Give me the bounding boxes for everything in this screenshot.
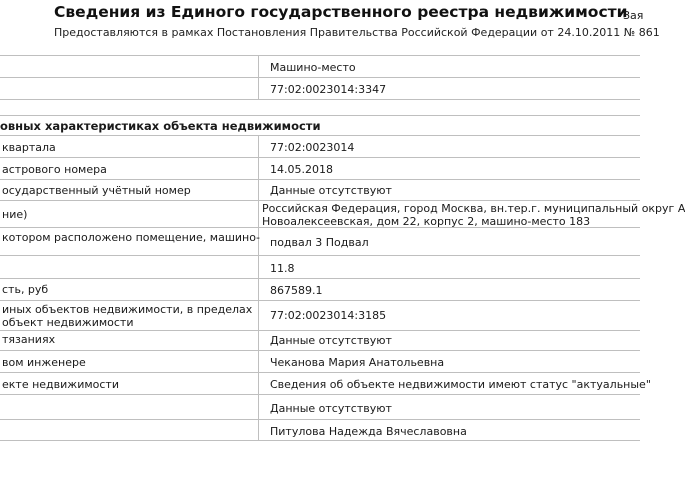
row-label: вом инженере	[0, 351, 259, 372]
table-row	[0, 227, 640, 255]
table-spacer	[0, 99, 640, 115]
document-title: Сведения из Единого государственного реестра недвижимости	[54, 3, 628, 21]
document-subtitle: Предоставляются в рамках Постановления Правительства Российской Федерации от 24.10.2011 № 861	[54, 26, 660, 39]
row-label: осударственный учётный номер	[0, 180, 259, 200]
row-value: 867589.1	[270, 284, 323, 297]
row-label	[0, 420, 259, 440]
table-row	[0, 157, 640, 179]
row-label	[0, 256, 259, 278]
row-label: тязаниях	[0, 331, 259, 350]
table-row	[0, 300, 640, 330]
row-value: Данные отсутствуют	[270, 334, 392, 347]
table-row	[0, 255, 640, 278]
row-label	[0, 78, 259, 99]
row-value: 14.05.2018	[270, 163, 333, 176]
row-label: астрового номера	[0, 158, 259, 179]
row-label: екте недвижимости	[0, 373, 259, 394]
row-value: Машино-место	[270, 61, 356, 74]
row-label: котором расположено помещение, машино-	[0, 228, 259, 255]
row-value: Российская Федерация, город Москва, вн.тер.г. муниципальный округ А Новоалексеевская, дом 22, корпус 2, машино-место 183	[262, 202, 685, 228]
table-row	[0, 135, 640, 157]
table-row-object-type	[0, 55, 640, 77]
table-row	[0, 372, 651, 394]
table-row	[0, 330, 640, 350]
row-label: иных объектов недвижимости, в пределах объект недвижимости	[0, 301, 259, 330]
table-row	[0, 394, 640, 419]
row-value: Чеканова Мария Анатольевна	[270, 356, 445, 369]
row-value: 77:02:0023014:3185	[270, 309, 387, 322]
corner-note: Зая	[623, 9, 644, 22]
row-value: подвал 3 Подвал	[270, 236, 369, 249]
row-label: квартала	[0, 136, 259, 157]
table-row	[0, 278, 640, 300]
row-label: ние)	[0, 201, 259, 227]
row-value: Питулова Надежда Вячеславовна	[270, 425, 467, 438]
row-value: 11.8	[270, 262, 295, 275]
row-value: 77:02:0023014:3347	[270, 83, 387, 96]
table-row-address	[0, 200, 685, 228]
section-heading: овных характеристиках объекта недвижимости	[0, 115, 640, 135]
table-row	[0, 179, 640, 200]
row-label	[0, 395, 259, 419]
table-row	[0, 419, 640, 441]
row-value: Данные отсутствуют	[270, 402, 392, 415]
table-row	[0, 350, 640, 372]
row-value: Сведения об объекте недвижимости имеют статус "актуальные"	[270, 378, 651, 391]
row-value: 77:02:0023014	[270, 141, 355, 154]
table-row-cadastral-number	[0, 77, 640, 99]
row-label	[0, 56, 259, 77]
row-label: сть, руб	[0, 279, 259, 300]
row-value: Данные отсутствуют	[270, 184, 392, 197]
